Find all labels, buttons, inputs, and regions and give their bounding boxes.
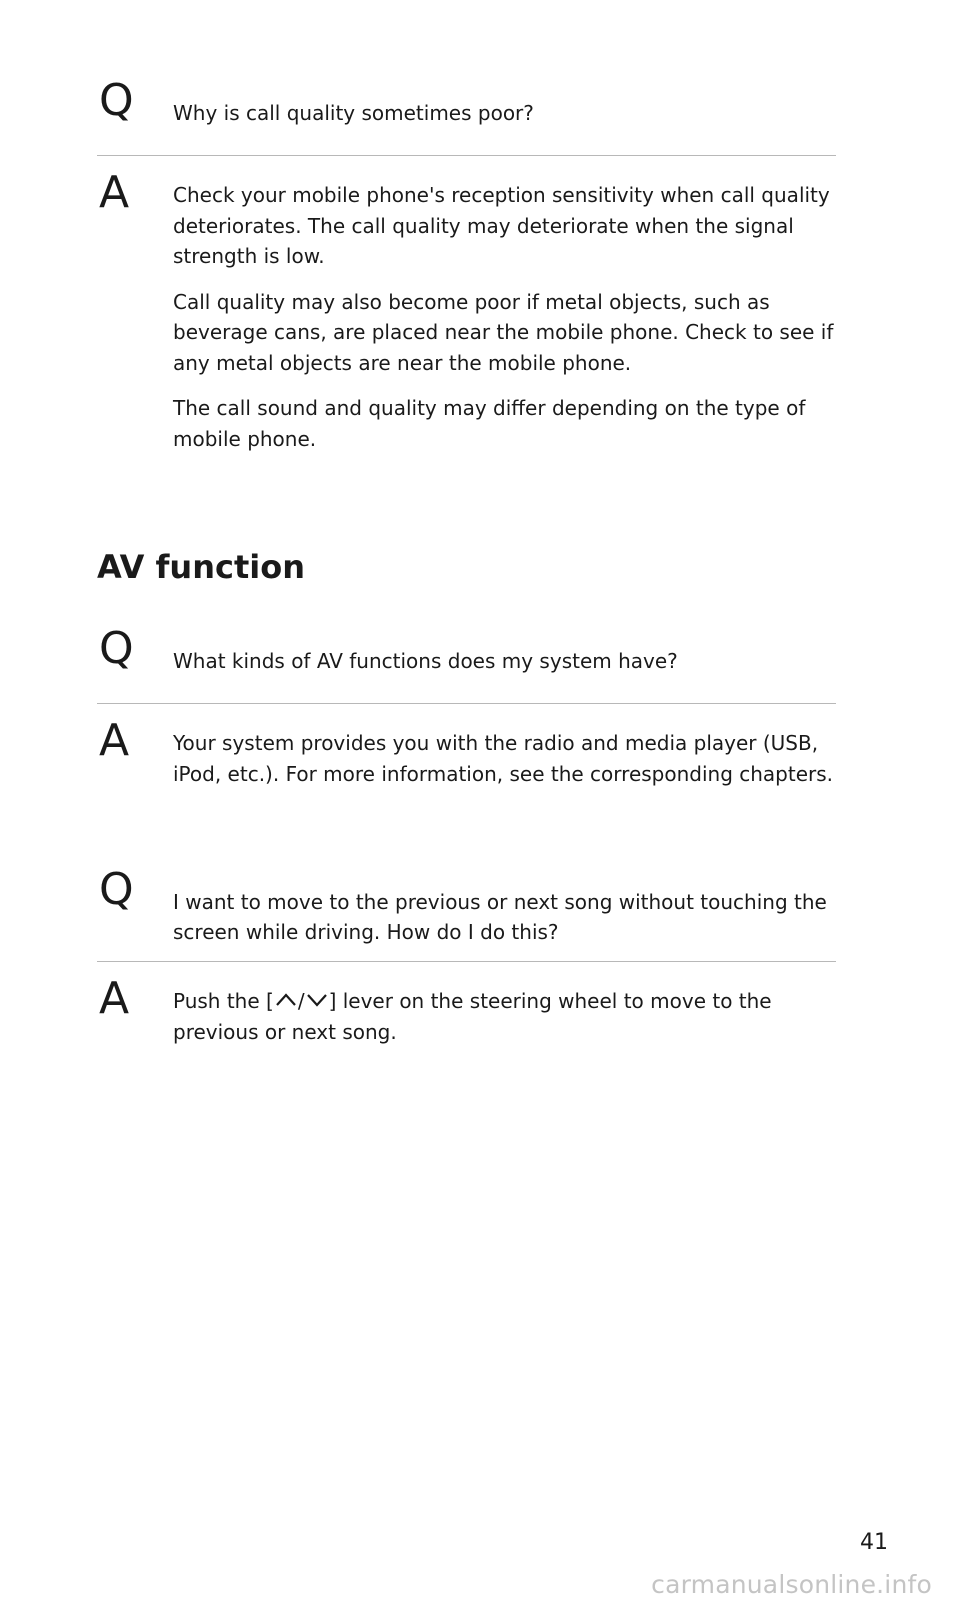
question-row bbox=[97, 864, 836, 947]
faq-av-functions bbox=[97, 623, 836, 789]
chevron-up-icon bbox=[274, 988, 298, 1008]
answer-separator: / bbox=[297, 989, 305, 1013]
a-marker: A bbox=[99, 167, 130, 218]
answer-paragraph: Your system provides you with the radio and media player (USB, iPod, etc.). For more information, see the corresponding chapters. bbox=[173, 731, 834, 786]
question-row bbox=[97, 75, 836, 140]
faq-call-quality bbox=[97, 75, 836, 454]
a-marker: A bbox=[99, 715, 130, 766]
qa-divider bbox=[97, 961, 836, 962]
answer-row bbox=[97, 973, 836, 1047]
chevron-down-icon bbox=[305, 988, 329, 1008]
a-marker: A bbox=[99, 973, 130, 1024]
answer-row bbox=[97, 167, 836, 454]
answer-paragraph: Call quality may also become poor if metal objects, such as beverage cans, are placed near the mobile phone. Check to see if any metal objects are near the mobile phone. bbox=[173, 289, 834, 375]
q-marker: Q bbox=[99, 864, 134, 915]
question-row bbox=[97, 623, 836, 688]
q-marker: Q bbox=[99, 75, 134, 126]
answer-paragraph bbox=[173, 986, 836, 1047]
q-marker: Q bbox=[99, 623, 134, 674]
qa-divider bbox=[97, 155, 836, 156]
answer-text-suffix: ] lever on the steering wheel to move to the previous or next song. bbox=[173, 989, 772, 1044]
faq-song-skip bbox=[97, 864, 836, 1047]
question-text: I want to move to the previous or next song without touching the screen while driving. How do I do this? bbox=[173, 890, 827, 944]
answer-paragraph: The call sound and quality may differ depending on the type of mobile phone. bbox=[173, 396, 806, 451]
question-text: What kinds of AV functions does my system have? bbox=[173, 649, 678, 673]
watermark: carmanualsonline.info bbox=[651, 1570, 932, 1599]
answer-row bbox=[97, 715, 836, 789]
section-title: AV function bbox=[97, 548, 305, 586]
page-number: 41 bbox=[860, 1530, 888, 1555]
qa-divider bbox=[97, 703, 836, 704]
answer-paragraph: Check your mobile phone's reception sensitivity when call quality deteriorates. The call quality may deteriorate when the signal strength is low. bbox=[173, 183, 830, 268]
answer-text-prefix: Push the [ bbox=[173, 989, 274, 1013]
question-text: Why is call quality sometimes poor? bbox=[173, 101, 534, 125]
